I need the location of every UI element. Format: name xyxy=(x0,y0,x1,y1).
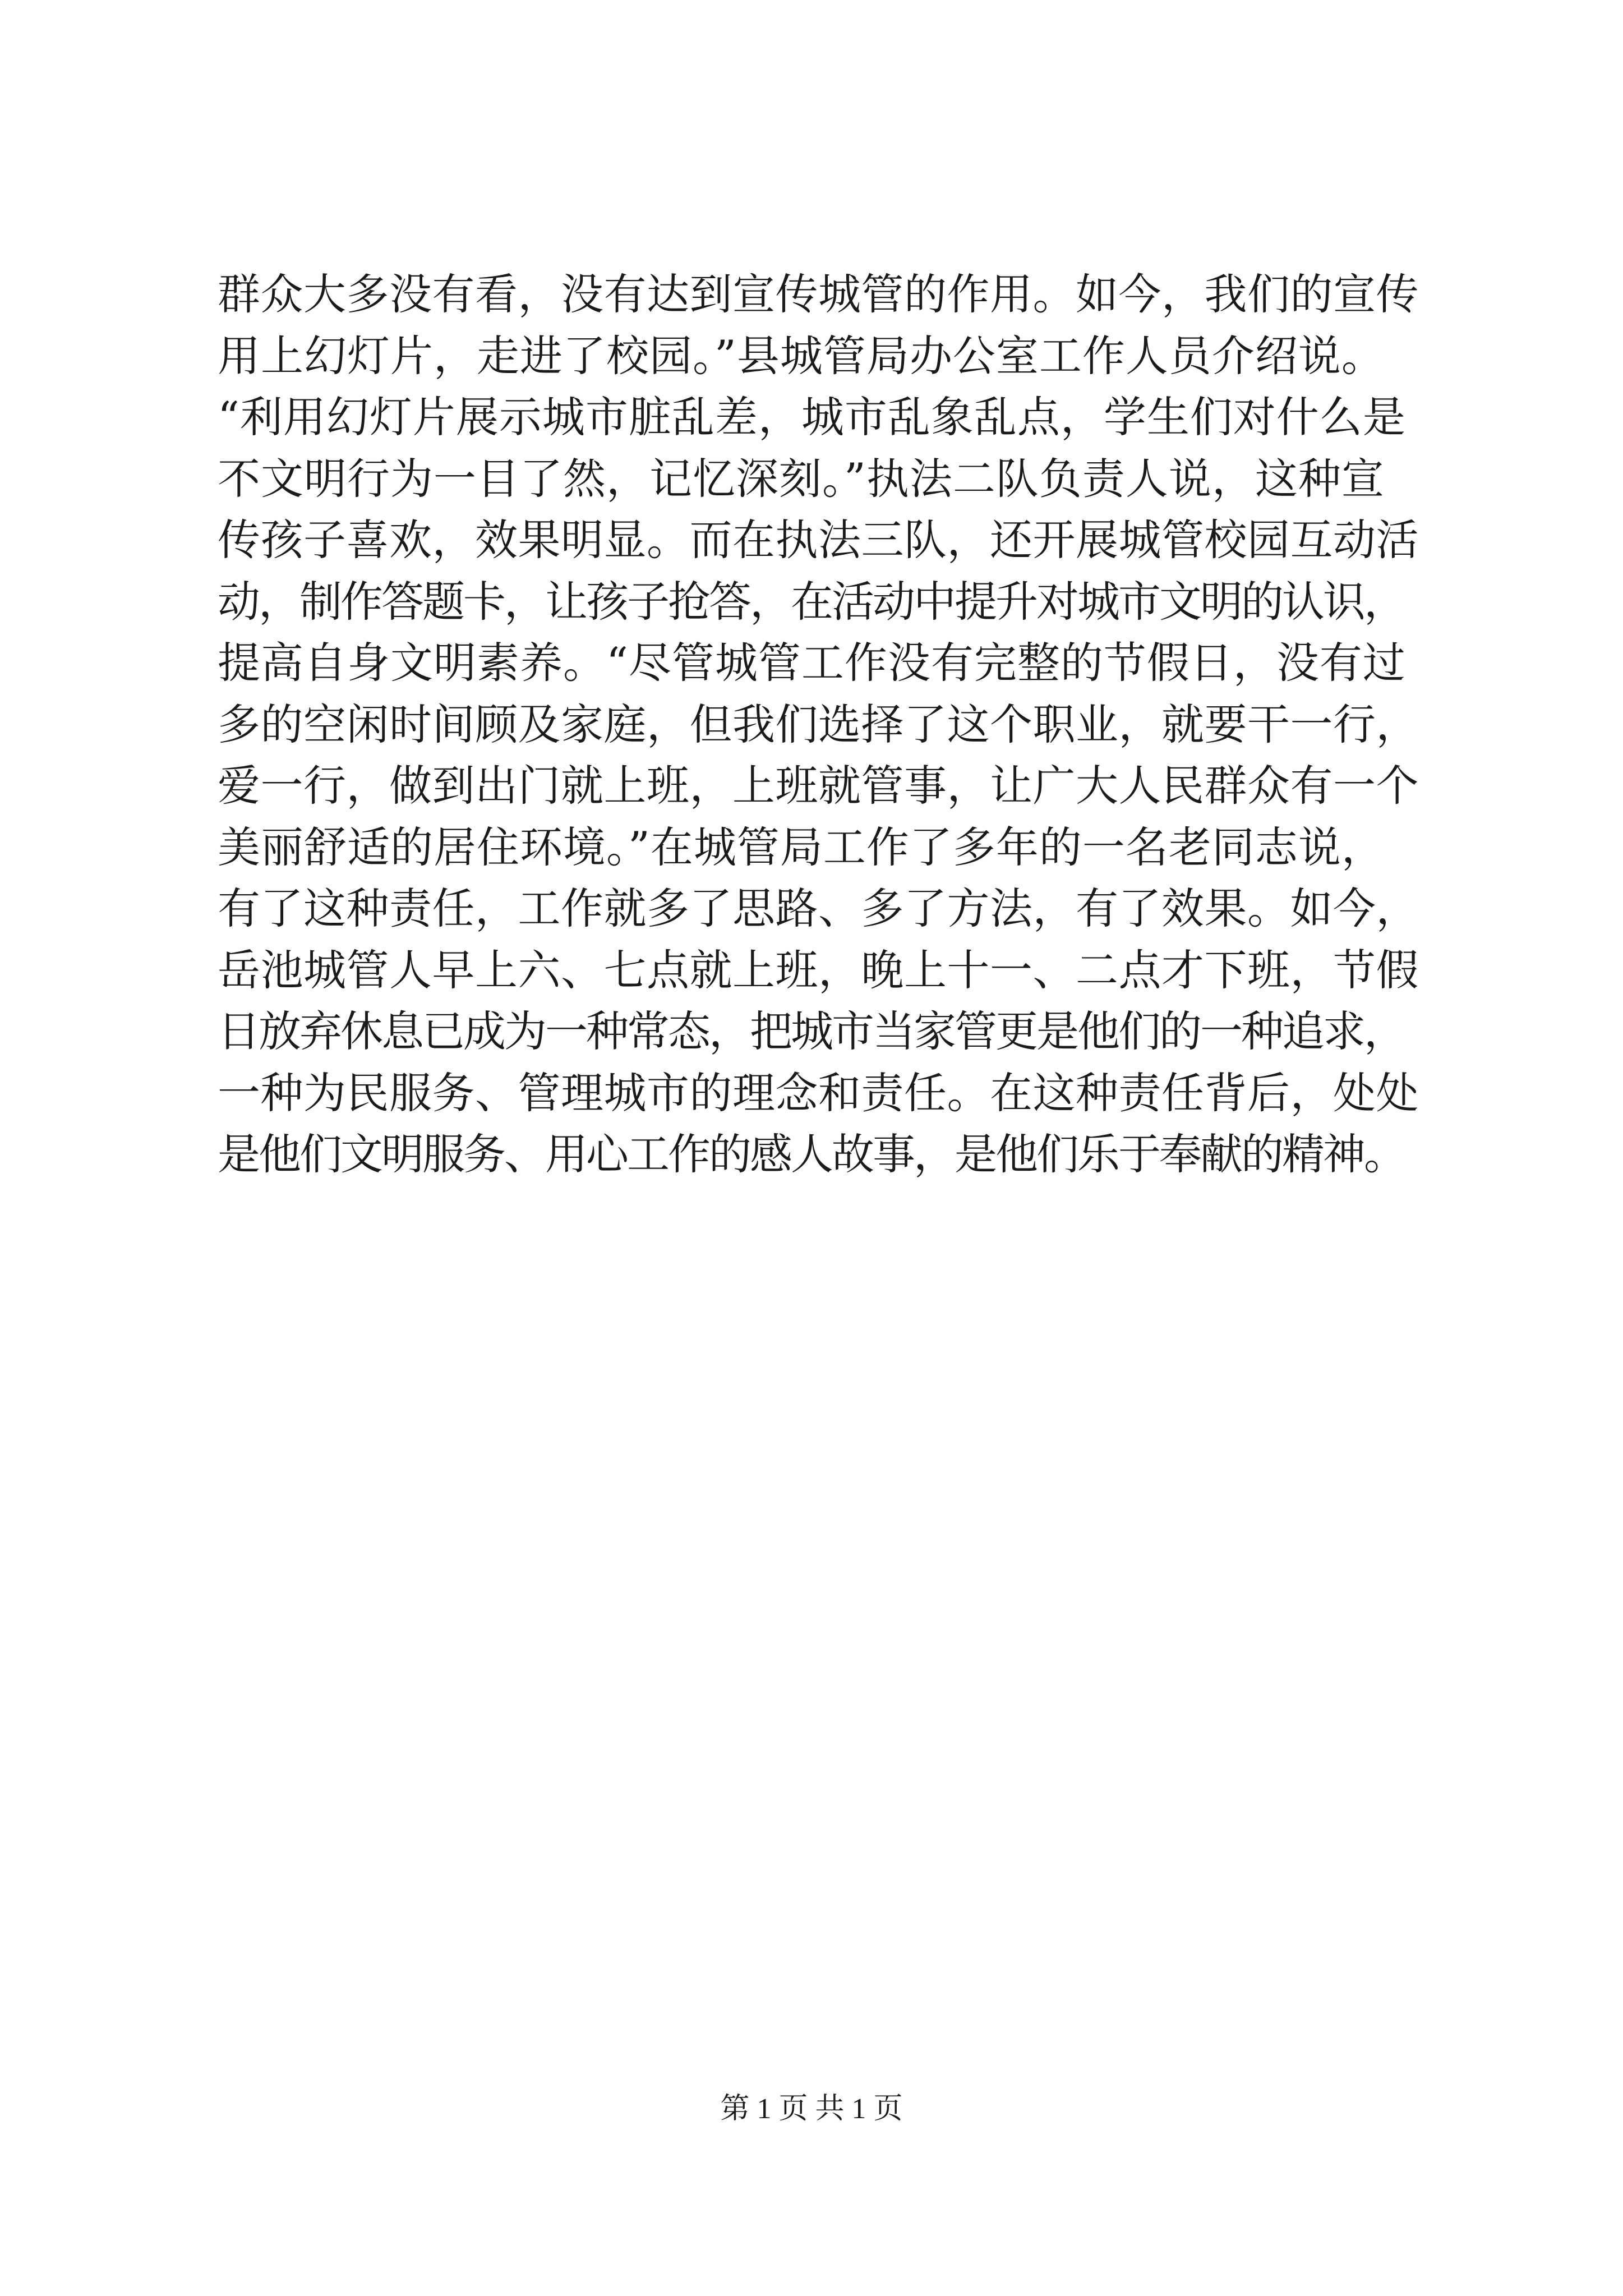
text-line: 一种为民服务、管理城市的理念和责任。在这种责任背后，处处 xyxy=(218,1068,1419,1118)
text-line: 有了这种责任，工作就多了思路、多了方法，有了效果。如今， xyxy=(218,884,1419,933)
text-line: 用上幻灯片，走进了校园。”县城管局办公室工作人员介绍说。 xyxy=(218,330,1385,381)
text-line: 多的空闲时间顾及家庭，但我们选择了这个职业，就要干一行， xyxy=(218,699,1419,749)
text-line: 动，制作答题卡，让孩子抢答，在活动中提升对城市文明的认识， xyxy=(218,576,1405,627)
text-line: 日放弃休息已成为一种常态，把城市当家管更是他们的一种追求， xyxy=(218,1006,1405,1056)
body-text xyxy=(218,264,1423,1185)
text-line: 岳池城管人早上六、七点就上班，晚上十一、二点才下班，节假 xyxy=(218,945,1419,995)
text-line: 爱一行，做到出门就上班，上班就管事，让广大人民群众有一个 xyxy=(218,761,1419,811)
text-line: “利用幻灯片展示城市脏乱差，城市乱象乱点，学生们对什么是 xyxy=(218,392,1406,442)
text-line: 不文明行为一目了然，记忆深刻。”执法二队负责人说，这种宣 xyxy=(218,453,1385,504)
text-line: 美丽舒适的居住环境。”在城管局工作了多年的一名老同志说， xyxy=(218,822,1385,872)
page-number-footer: 第 1 页 共 1 页 xyxy=(720,2093,903,2125)
text-line: 群众大多没有看，没有达到宣传城管的作用。如今，我们的宣传 xyxy=(218,269,1419,319)
text-line: 传孩子喜欢，效果明显。而在执法三队，还开展城管校园互动活 xyxy=(218,515,1419,565)
text-line: 是他们文明服务、用心工作的感人故事，是他们乐于奉献的精神。 xyxy=(218,1129,1405,1179)
text-line: 提高自身文明素养。“尽管城管工作没有完整的节假日，没有过 xyxy=(218,638,1406,688)
